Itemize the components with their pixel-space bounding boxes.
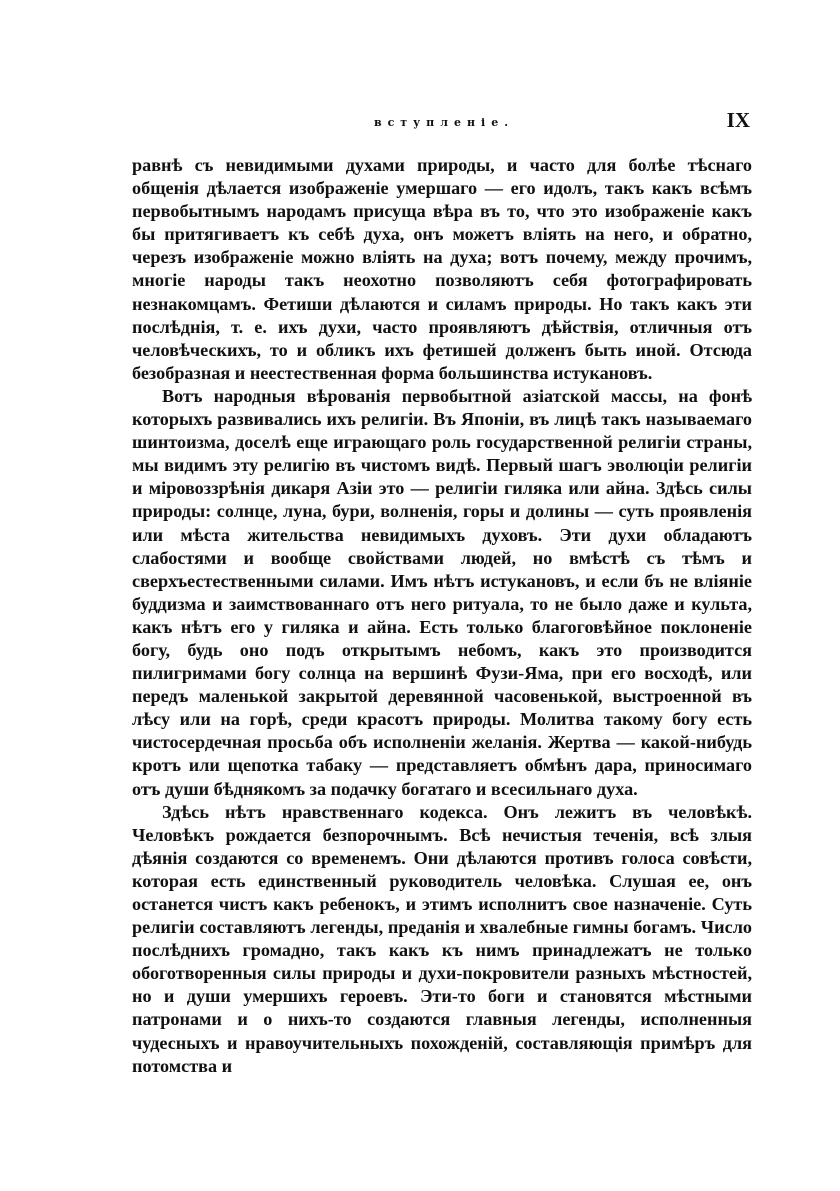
paragraph-continued: равнѣ съ невидимыми духами природы, и часто для болѣе тѣснаго общенія дѣлается изображеніе умершаго — его идолъ, такъ какъ всѣмъ первобытнымъ народамъ присуща вѣра въ то, что это изображеніе какъ бы притягиваетъ къ себѣ духа, онъ можетъ влiять на него, и обратно, черезъ изображеніе можно влiять на духа; вотъ почему, между прочимъ, многіе народы такъ неохотно позволяютъ себя фотографировать незнакомцамъ. Фетиши дѣлаются и силамъ природы. Но такъ какъ эти послѣднія, т. е. ихъ духи, часто проявляютъ дѣйствія, отличныя отъ человѣческихъ, то и обликъ ихъ фетишей долженъ быть иной. Отсюда безобразная и неестественная форма большинства истукановъ. <box>132 155 752 383</box>
page-header <box>134 108 754 138</box>
paragraph: Вотъ народныя вѣрованія первобытной азіатской массы, на фонѣ которыхъ развивались ихъ религіи. Въ Японіи, въ лицѣ такъ называемаго шинтоизма, доселѣ еще играющаго роль государственной религіи страны, мы видимъ эту религію въ чистомъ видѣ. Первый шагъ эволюціи религіи и міровоззрѣнія дикаря Азіи это — религіи гиляка или айна. Здѣсь силы природы: солнце, луна, бури, волненія, горы и долины — суть проявленія или мѣста жительства невидимыхъ духовъ. Эти духи обладаютъ слабостями и вообще свойствами людей, но вмѣстѣ съ тѣмъ и сверхъестественными силами. Имъ нѣтъ истукановъ, и если бъ не вліяніе буддизма и заимствованнаго отъ него ритуала, то не было даже и культа, какъ нѣтъ его у гиляка и айна. Есть только благоговѣйное поклоненіе богу, будь оно подъ открытымъ небомъ, какъ это производится пилигримами богу солнца на вершинѣ Фузи-Яма, при его восходѣ, или передъ маленькой закрытой деревянной часовенькой, выстроенной въ лѣсу или на горѣ, среди красотъ природы. Молитва такому богу есть чистосердечная просьба объ исполненіи желанія. Жертва — какой-нибудь кротъ или щепотка табаку — представляетъ обмѣнъ дара, приносимаго отъ души бѣднякомъ за подачку богатаго и всесильнаго духа. <box>132 385 752 799</box>
body-text <box>132 154 752 1078</box>
page-number: IX <box>726 108 750 132</box>
paragraph: Здѣсь нѣтъ нравственнаго кодекса. Онъ лежитъ въ человѣкѣ. Человѣкъ рождается безпорочнымъ. Всѣ нечистыя теченія, всѣ злыя дѣянія создаются со временемъ. Они дѣлаются противъ голоса совѣсти, которая есть единственный руководитель человѣка. Слушая ее, онъ останется чистъ какъ ребенокъ, и этимъ исполнитъ свое назначеніе. Суть религіи составляютъ легенды, преданія и хвалебные гимны богамъ. Число послѣднихъ громадно, такъ какъ къ нимъ принадлежатъ не только обоготворенныя силы природы и духи-покровители разныхъ мѣстностей, но и души умершихъ героевъ. Эти-то боги и становятся мѣстными патронами и о нихъ-то создаются главныя легенды, исполненныя чудесныхъ и нравоучительныхъ похожденій, составляющія примѣръ для потомства и <box>132 801 752 1076</box>
running-title: вступленіе. <box>373 116 515 129</box>
